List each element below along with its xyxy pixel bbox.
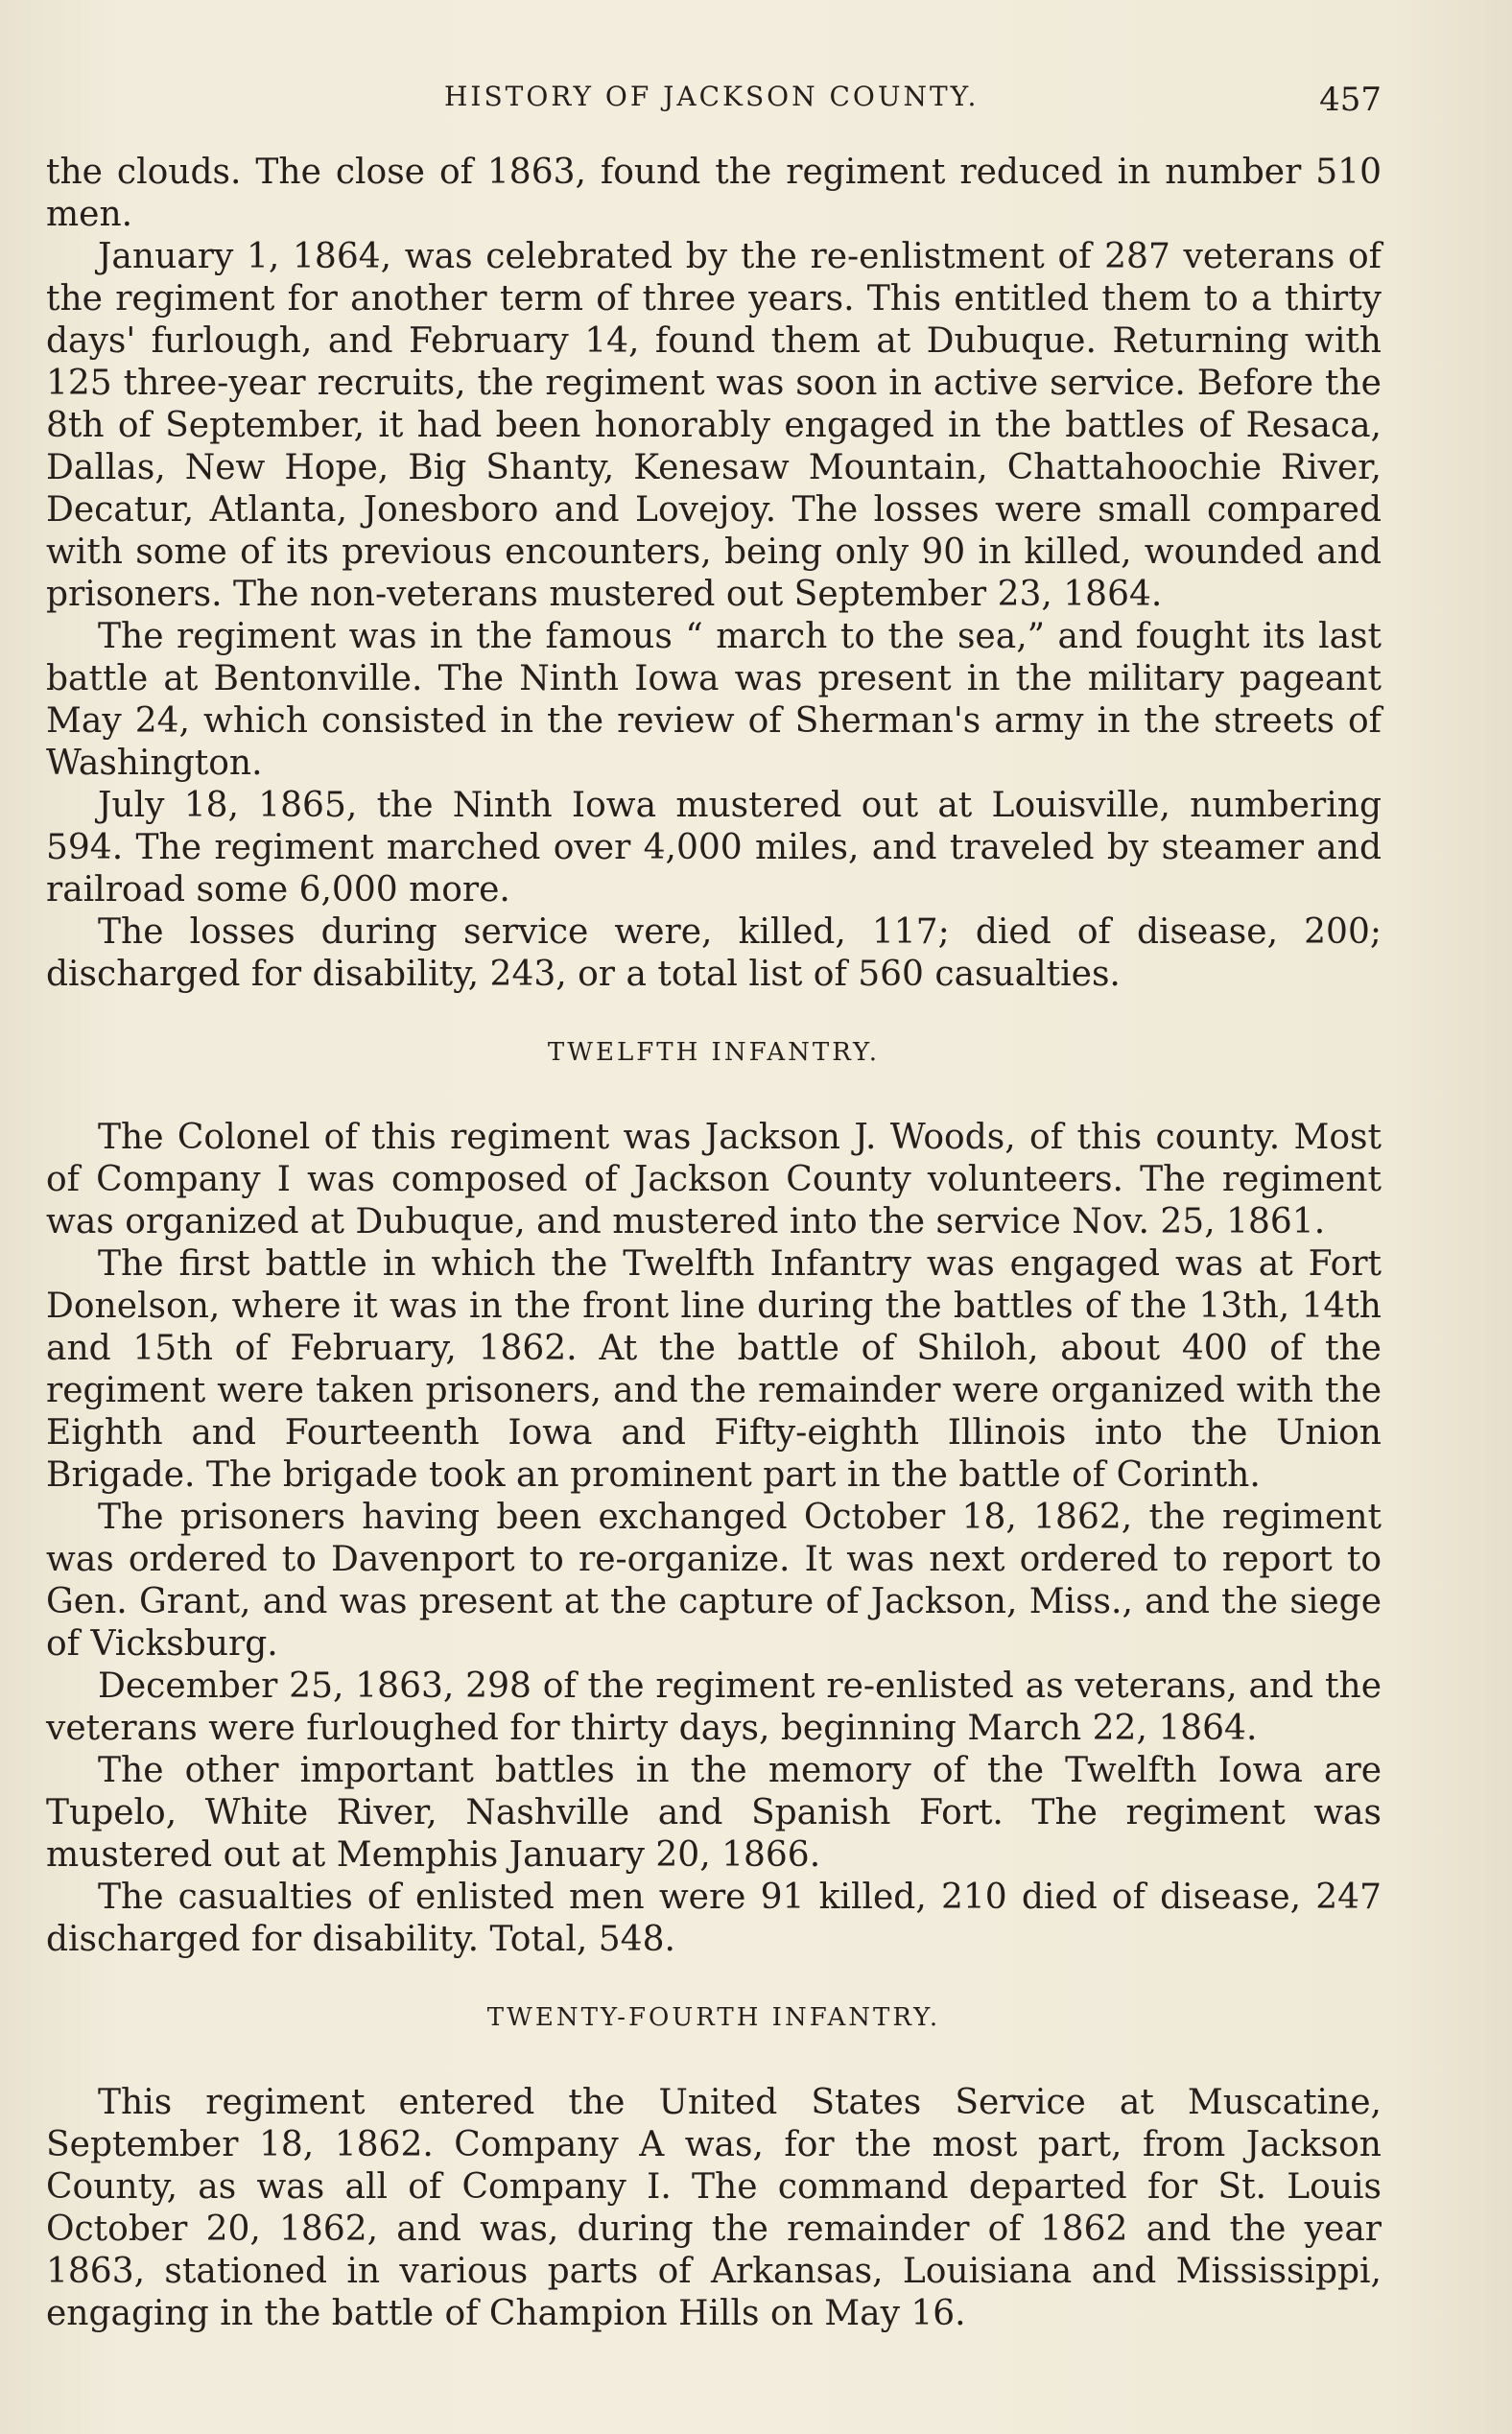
paragraph: July 18, 1865, the Ninth Iowa mustered out at Louisville, numbering 594. The regiment marched over 4,000 miles, and traveled by steamer and railroad some 6,000 more. bbox=[46, 786, 1382, 910]
paragraph: The Colonel of this regiment was Jackson J. Woods, of this county. Most of Company I was composed of Jackson County volunteers. The regiment was organized at Dubuque, and mustered into the service Nov. 25, 1861. bbox=[46, 1118, 1382, 1241]
paragraph: The casualties of enlisted men were 91 killed, 210 died of disease, 247 discharged for disability. Total, 548. bbox=[46, 1878, 1382, 1959]
twenty-fourth-infantry-section bbox=[46, 2082, 1382, 2335]
paragraph: the clouds. The close of 1863, found the regiment reduced in number 510 men. bbox=[46, 153, 1382, 234]
paragraph: The regiment was in the famous “ march to the sea,” and fought its last battle at Bentonville. The Ninth Iowa was present in the military pageant May 24, which consisted in the review of Sherman's army in the streets of Washington. bbox=[46, 617, 1382, 783]
spacer bbox=[46, 1961, 1382, 2003]
paragraph: The losses during service were, killed, 117; died of disease, 200; discharged for disability, 243, or a total list of 560 casualties. bbox=[46, 912, 1382, 994]
paragraph: January 1, 1864, was celebrated by the re-enlistment of 287 veterans of the regiment for another term of three years. This entitled them to a thirty days' furlough, and February 14, found them at Dubuque. Returning with 125 three-year recruits, the regiment was soon in active service. Before the 8th of September, it had been honorably engaged in the battles of Resaca, Dallas, New Hope, Big Shanty, Kenesaw Mountain, Chattahoochie River, Decatur, Atlanta, Jonesboro and Lovejoy. The losses were small compared with some of its previous encounters, being only 90 in killed, wounded and prisoners. The non-veterans mustered out September 23, 1864. bbox=[46, 237, 1382, 614]
paragraph: December 25, 1863, 298 of the regiment re-enlisted as veterans, and the veterans were furloughed for thirty days, beginning March 22, 1864. bbox=[46, 1666, 1382, 1748]
paragraph: The first battle in which the Twelfth Infantry was engaged was at Fort Donelson, where it was in the front line during the battles of the 13th, 14th and 15th of February, 1862. At the battle of Shiloh, about 400 of the regiment were taken prisoners, and the remainder were organized with the Eighth and Fourteenth Iowa and Fifty-eighth Illinois into the Union Brigade. The brigade took an prominent part in the battle of Corinth. bbox=[46, 1244, 1382, 1495]
section-heading-twelfth-infantry: TWELFTH INFANTRY. bbox=[547, 1038, 881, 1067]
paragraph: The other important battles in the memory of the Twelfth Iowa are Tupelo, White River, Nashville and Spanish Fort. The regiment was mustered out at Memphis January 20, 1866. bbox=[46, 1751, 1382, 1875]
running-head: HISTORY OF JACKSON COUNTY. bbox=[444, 81, 980, 112]
spacer bbox=[46, 996, 1382, 1038]
ninth-infantry-section bbox=[46, 152, 1382, 996]
paragraph: The prisoners having been exchanged October 18, 1862, the regiment was ordered to Davenport to re-organize. It was next ordered to report to Gen. Grant, and was present at the capture of Jackson, Miss., and the siege of Vicksburg. bbox=[46, 1498, 1382, 1664]
twelfth-infantry-section bbox=[46, 1117, 1382, 1961]
paragraph: This regiment entered the United States Service at Muscatine, September 18, 1862. Company A was, for the most part, from Jackson County, as was all of Company I. The command departed for St. Louis October 20, 1862, and was, during the remainder of 1862 and the year 1863, stationed in various parts of Arkansas, Louisiana and Mississippi, engaging in the battle of Champion Hills on May 16. bbox=[46, 2083, 1382, 2333]
section-heading-twenty-fourth-infantry: TWENTY-FOURTH INFANTRY. bbox=[486, 2003, 941, 2032]
page-number: 457 bbox=[1319, 81, 1382, 119]
page-header bbox=[46, 75, 1382, 132]
spacer bbox=[46, 1067, 1382, 1117]
spacer bbox=[46, 2032, 1382, 2082]
page-body bbox=[46, 152, 1382, 2335]
